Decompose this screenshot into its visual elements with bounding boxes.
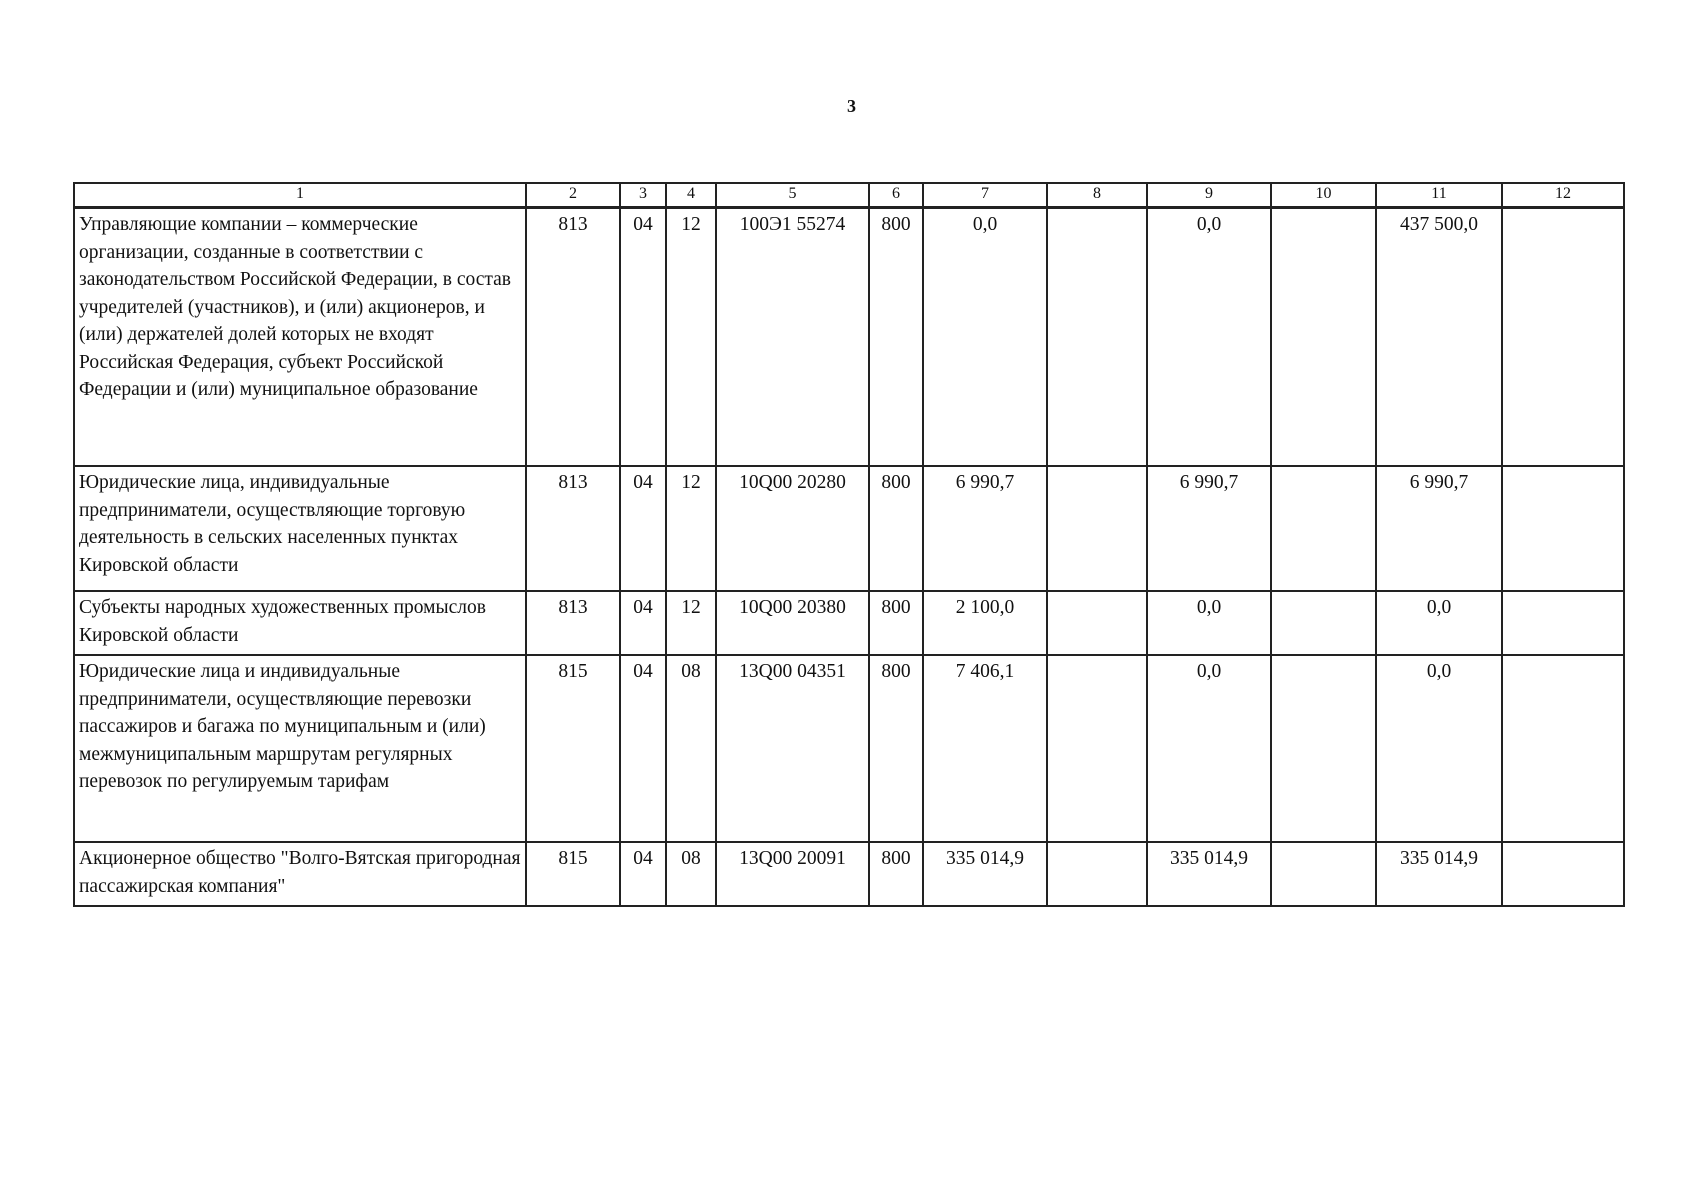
amount-col-7-cell: 335 014,9 <box>923 842 1047 906</box>
budget-table <box>73 182 1625 907</box>
amount-col-11-cell: 0,0 <box>1376 591 1502 655</box>
header-col-4: 4 <box>666 183 716 208</box>
ministry-code-cell: 813 <box>526 208 620 467</box>
recipient-name-cell: Юридические лица и индивидуальные предприниматели, осуществляющие перевозки пассажиров и багажа по муниципальным и (или) межмуниципальным маршрутам регулярных перевозок по регулируемым тарифам <box>74 655 526 842</box>
header-col-9: 9 <box>1147 183 1271 208</box>
amount-col-7-cell: 2 100,0 <box>923 591 1047 655</box>
amount-col-7-cell: 0,0 <box>923 208 1047 467</box>
amount-col-12-cell <box>1502 208 1624 467</box>
amount-col-8-cell <box>1047 655 1147 842</box>
recipient-name-cell: Управляющие компании – коммерческие организации, созданные в соответствии с законодательством Российской Федерации, в состав учредителей (участников), и (или) акционеров, и (или) держателей долей которых не входят Российская Федерация, субъект Российской Федерации и (или) муниципальное образование <box>74 208 526 467</box>
page-number: 3 <box>847 96 856 116</box>
section-cell: 04 <box>620 466 666 591</box>
amount-col-8-cell <box>1047 466 1147 591</box>
table-header-row <box>74 183 1624 208</box>
table-row <box>74 466 1624 591</box>
table-row <box>74 842 1624 906</box>
ministry-code-cell: 813 <box>526 466 620 591</box>
section-cell: 04 <box>620 842 666 906</box>
header-col-11: 11 <box>1376 183 1502 208</box>
expense-type-cell: 800 <box>869 208 923 467</box>
amount-col-8-cell <box>1047 208 1147 467</box>
amount-col-11-cell: 6 990,7 <box>1376 466 1502 591</box>
amount-col-7-cell: 7 406,1 <box>923 655 1047 842</box>
amount-col-9-cell: 335 014,9 <box>1147 842 1271 906</box>
subsection-cell: 12 <box>666 591 716 655</box>
subsection-cell: 08 <box>666 842 716 906</box>
table-row <box>74 591 1624 655</box>
amount-col-12-cell <box>1502 655 1624 842</box>
header-col-2: 2 <box>526 183 620 208</box>
amount-col-9-cell: 0,0 <box>1147 591 1271 655</box>
amount-col-7-cell: 6 990,7 <box>923 466 1047 591</box>
subsection-cell: 12 <box>666 466 716 591</box>
section-cell: 04 <box>620 208 666 467</box>
header-col-1: 1 <box>74 183 526 208</box>
header-col-10: 10 <box>1271 183 1376 208</box>
expense-type-cell: 800 <box>869 466 923 591</box>
amount-col-10-cell <box>1271 842 1376 906</box>
amount-col-11-cell: 437 500,0 <box>1376 208 1502 467</box>
header-col-5: 5 <box>716 183 869 208</box>
amount-col-10-cell <box>1271 208 1376 467</box>
target-article-cell: 10Q00 20380 <box>716 591 869 655</box>
expense-type-cell: 800 <box>869 655 923 842</box>
target-article-cell: 13Q00 20091 <box>716 842 869 906</box>
table-row <box>74 208 1624 467</box>
recipient-name-cell: Акционерное общество "Волго-Вятская пригородная пассажирская компания" <box>74 842 526 906</box>
recipient-name-cell: Субъекты народных художественных промыслов Кировской области <box>74 591 526 655</box>
amount-col-9-cell: 0,0 <box>1147 655 1271 842</box>
amount-col-11-cell: 335 014,9 <box>1376 842 1502 906</box>
amount-col-10-cell <box>1271 466 1376 591</box>
amount-col-8-cell <box>1047 591 1147 655</box>
expense-type-cell: 800 <box>869 842 923 906</box>
ministry-code-cell: 815 <box>526 842 620 906</box>
table-row <box>74 655 1624 842</box>
target-article-cell: 13Q00 04351 <box>716 655 869 842</box>
ministry-code-cell: 813 <box>526 591 620 655</box>
amount-col-12-cell <box>1502 591 1624 655</box>
recipient-name-cell: Юридические лица, индивидуальные предприниматели, осуществляющие торговую деятельность в сельских населенных пунктах Кировской области <box>74 466 526 591</box>
section-cell: 04 <box>620 655 666 842</box>
amount-col-8-cell <box>1047 842 1147 906</box>
header-col-6: 6 <box>869 183 923 208</box>
subsection-cell: 08 <box>666 655 716 842</box>
amount-col-12-cell <box>1502 842 1624 906</box>
subsection-cell: 12 <box>666 208 716 467</box>
target-article-cell: 100Э1 55274 <box>716 208 869 467</box>
header-col-7: 7 <box>923 183 1047 208</box>
target-article-cell: 10Q00 20280 <box>716 466 869 591</box>
amount-col-9-cell: 0,0 <box>1147 208 1271 467</box>
header-col-12: 12 <box>1502 183 1624 208</box>
expense-type-cell: 800 <box>869 591 923 655</box>
amount-col-10-cell <box>1271 655 1376 842</box>
amount-col-11-cell: 0,0 <box>1376 655 1502 842</box>
amount-col-9-cell: 6 990,7 <box>1147 466 1271 591</box>
header-col-3: 3 <box>620 183 666 208</box>
ministry-code-cell: 815 <box>526 655 620 842</box>
amount-col-12-cell <box>1502 466 1624 591</box>
header-col-8: 8 <box>1047 183 1147 208</box>
amount-col-10-cell <box>1271 591 1376 655</box>
section-cell: 04 <box>620 591 666 655</box>
